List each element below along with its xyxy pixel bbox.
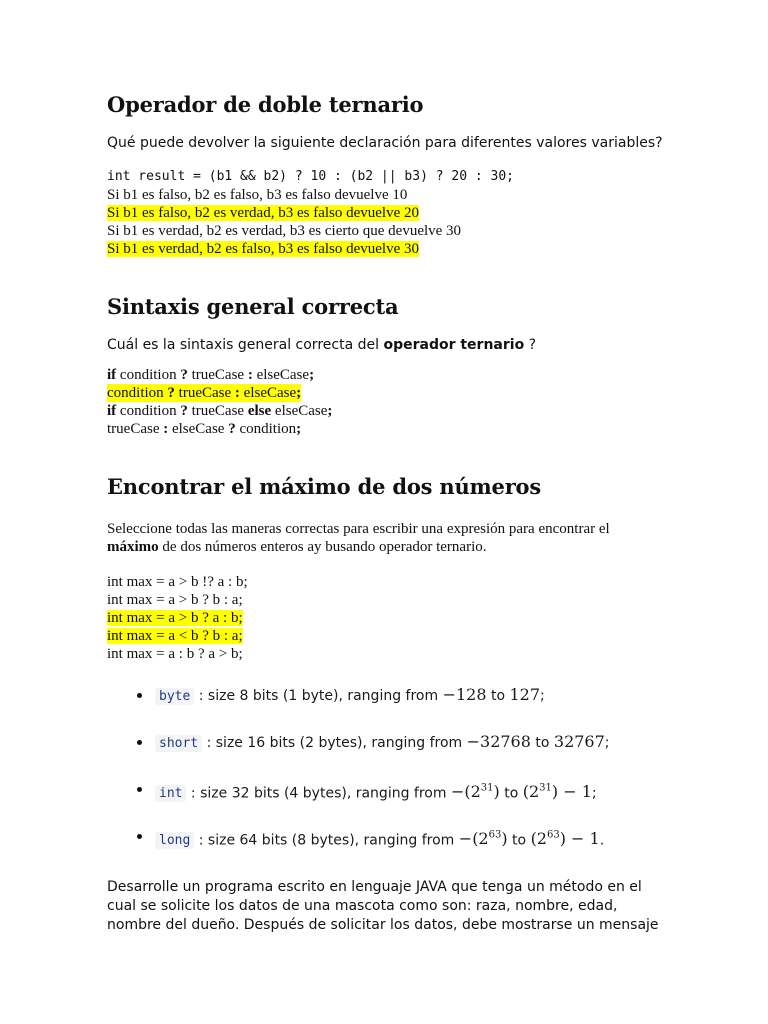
answer-option-highlighted: Si b1 es verdad, b2 es falso, b3 es falso devuelve 30: [107, 241, 420, 257]
type-keyword: int: [155, 785, 186, 802]
bullet-icon: [137, 834, 142, 839]
section-title: Encontrar el máximo de dos números: [107, 474, 541, 499]
bullet-icon: [137, 693, 142, 698]
answer-option: trueCase : elseCase ? condition;: [107, 421, 302, 437]
type-keyword: byte: [155, 688, 194, 705]
list-item: short : size 16 bits (2 bytes), ranging from −32768 to 32767;: [107, 731, 707, 778]
section-title: Operador de doble ternario: [107, 92, 424, 117]
answer-option: Si b1 es falso, b2 es falso, b3 es falso devuelve 10: [107, 187, 408, 203]
question-text: Cuál es la sintaxis general correcta del operador ternario ?: [107, 337, 537, 353]
answer-option: int max = a > b !? a : b;: [107, 574, 248, 590]
answer-option: Si b1 es verdad, b2 es verdad, b3 es cierto que devuelve 30: [107, 223, 462, 239]
paragraph-text: Desarrolle un programa escrito en lenguaje JAVA que tenga un método en el cual se solicite los datos de una mascota como son: raza, nombre, edad, nombre del dueño. Después de solicitar los datos, debe mostrarse un mensaje: [107, 879, 659, 933]
answer-option: if condition ? trueCase else elseCase;: [107, 403, 333, 419]
answer-option-highlighted: condition ? trueCase : elseCase;: [107, 385, 302, 401]
section-max-two-numbers: [107, 474, 707, 663]
question-text: Seleccione todas las maneras correctas para escribir una expresión para encontrar el máximo de dos números enteros ay busando operador ternario.: [107, 521, 610, 555]
code-snippet: int result = (b1 && b2) ? 10 : (b2 || b3) ? 20 : 30;: [107, 169, 514, 184]
list-item: long : size 64 bits (8 bytes), ranging from $-(2^{63})$ to $(2^{63}) - 1$.: [107, 825, 707, 872]
integer-types-list: [107, 684, 707, 872]
type-keyword: short: [155, 735, 202, 752]
list-item: byte : size 8 bits (1 byte), ranging from −128 to 127;: [107, 684, 707, 731]
answer-option: int max = a > b ? b : a;: [107, 592, 243, 608]
answer-option-highlighted: int max = a < b ? b : a;: [107, 628, 243, 644]
answer-option: if condition ? trueCase : elseCase;: [107, 367, 315, 383]
list-item: int : size 32 bits (4 bytes), ranging from $-(2^{31})$ to $(2^{31}) - 1$;: [107, 778, 707, 825]
section-title: Sintaxis general correcta: [107, 294, 399, 319]
answer-option-highlighted: Si b1 es falso, b2 es verdad, b3 es falso devuelve 20: [107, 205, 420, 221]
bullet-icon: [137, 740, 142, 745]
question-text: Qué puede devolver la siguiente declaración para diferentes valores variables?: [107, 135, 663, 151]
answer-option-highlighted: int max = a > b ? a : b;: [107, 610, 243, 626]
section-double-ternary: [107, 92, 707, 258]
exercise-paragraph: [107, 878, 667, 935]
type-keyword: long: [155, 832, 194, 849]
bullet-icon: [137, 787, 142, 792]
section-general-syntax: [107, 294, 707, 438]
answer-option: int max = a : b ? a > b;: [107, 646, 243, 662]
